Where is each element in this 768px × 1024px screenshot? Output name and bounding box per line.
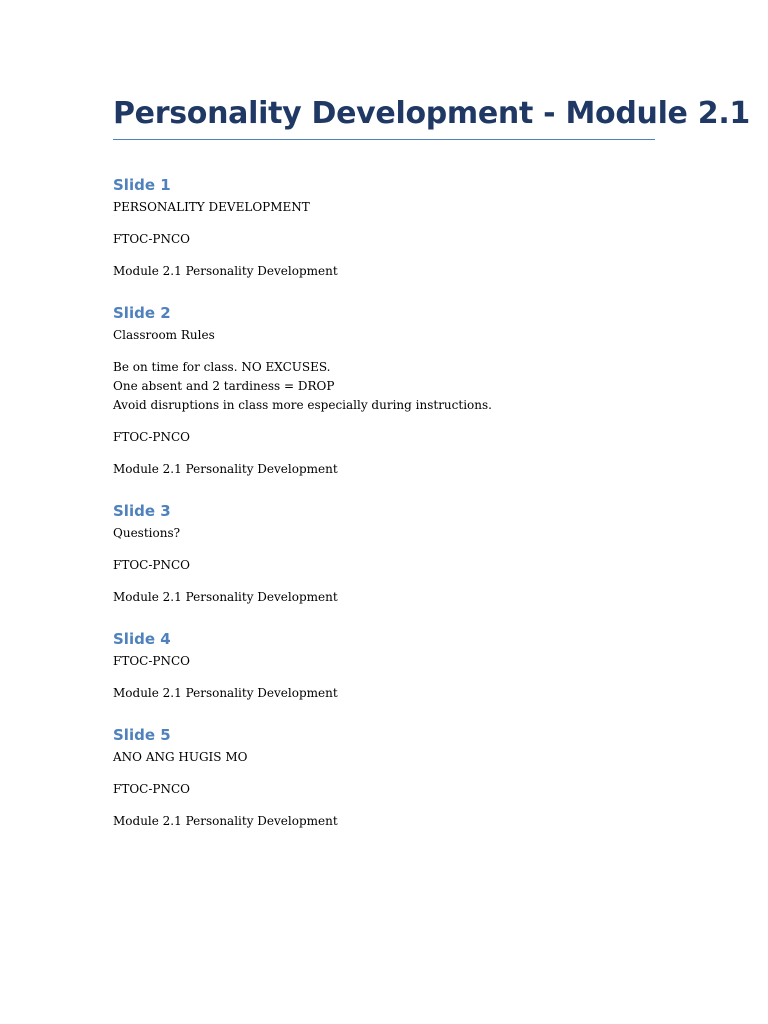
paragraph-line: Avoid disruptions in class more especially during instructions. <box>113 398 492 412</box>
slide-section <box>113 725 768 831</box>
paragraph-line: Questions? <box>113 526 181 540</box>
paragraph-line: Module 2.1 Personality Development <box>113 590 338 604</box>
paragraph-line: One absent and 2 tardiness = DROP <box>113 379 335 393</box>
slide-paragraph <box>113 652 768 671</box>
slide-heading: Slide 3 <box>113 502 171 520</box>
slide-paragraph <box>113 556 768 575</box>
slide-paragraph <box>113 198 768 217</box>
slide-paragraph <box>113 460 768 479</box>
paragraph-line: FTOC-PNCO <box>113 430 190 444</box>
slide-heading: Slide 1 <box>113 176 171 194</box>
paragraph-line: ANO ANG HUGIS MO <box>113 750 248 764</box>
paragraph-line: Module 2.1 Personality Development <box>113 462 338 476</box>
slide-paragraph <box>113 748 768 767</box>
slide-paragraph <box>113 428 768 447</box>
slide-section <box>113 629 768 703</box>
slide-paragraph <box>113 812 768 831</box>
slide-paragraph <box>113 262 768 281</box>
paragraph-line: FTOC-PNCO <box>113 558 190 572</box>
slide-heading: Slide 4 <box>113 630 171 648</box>
slide-paragraph <box>113 524 768 543</box>
slide-heading: Slide 5 <box>113 726 171 744</box>
slide-paragraph <box>113 780 768 799</box>
paragraph-line: Classroom Rules <box>113 328 215 342</box>
title-underline-rule <box>113 139 655 140</box>
paragraph-line: FTOC-PNCO <box>113 232 190 246</box>
paragraph-line: Module 2.1 Personality Development <box>113 814 338 828</box>
paragraph-line: PERSONALITY DEVELOPMENT <box>113 200 310 214</box>
slide-section <box>113 175 768 281</box>
slide-heading: Slide 2 <box>113 304 171 322</box>
paragraph-line: Module 2.1 Personality Development <box>113 686 338 700</box>
slide-section <box>113 501 768 607</box>
slide-paragraph <box>113 358 768 415</box>
slide-section <box>113 303 768 479</box>
paragraph-line: Be on time for class. NO EXCUSES. <box>113 360 331 374</box>
paragraph-line: FTOC-PNCO <box>113 654 190 668</box>
slide-paragraph <box>113 684 768 703</box>
document-title: Personality Development - Module 2.1 <box>113 96 750 131</box>
paragraph-line: Module 2.1 Personality Development <box>113 264 338 278</box>
paragraph-line: FTOC-PNCO <box>113 782 190 796</box>
slide-paragraph <box>113 230 768 249</box>
slide-paragraph <box>113 326 768 345</box>
slide-paragraph <box>113 588 768 607</box>
slides-container <box>113 175 768 831</box>
